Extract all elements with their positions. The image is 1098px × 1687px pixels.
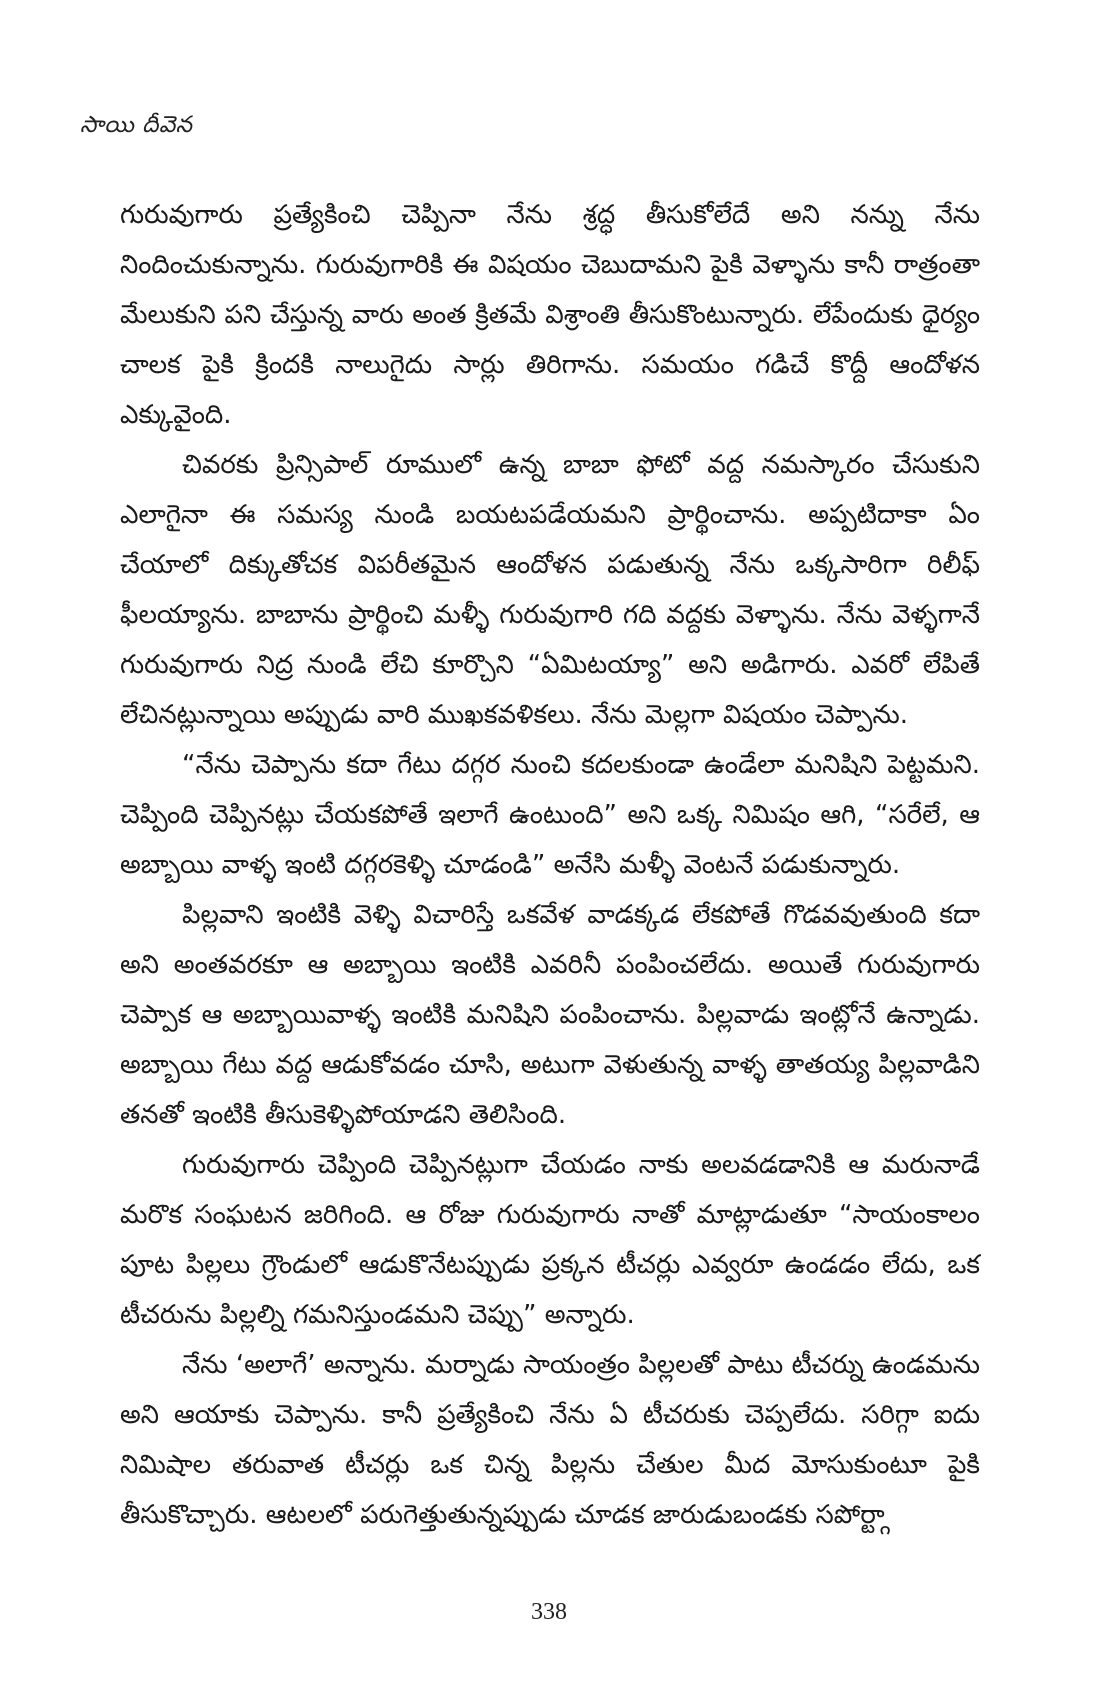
paragraph-1: గురువుగారు ప్రత్యేకించి చెప్పినా నేను శ్రద్ధ తీసుకోలేదే అని నన్ను నేను నిందించుకున్నాను. గురువుగారికి ఈ విషయం చెబుదామని పైకి వెళ్ళాను కానీ రాత్రంతా మేలుకుని పని చేస్తున్న వారు అంత క్రితమే విశ్రాంతి తీసుకొంటున్నారు. లేపేందుకు ధైర్యం చాలక పైకి క్రిందకి నాలుగైదు సార్లు తిరిగాను. సమయం గడిచే కొద్దీ ఆందోళన ఎక్కువైంది. xyxy=(120,200,980,430)
paragraph-4: పిల్లవాని ఇంటికి వెళ్ళి విచారిస్తే ఒకవేళ వాడక్కడ లేకపోతే గొడవవుతుంది కదా అని అంతవరకూ ఆ అబ్బాయి ఇంటికి ఎవరినీ పంపించలేదు. అయితే గురువుగారు చెప్పాక ఆ అబ్బాయివాళ్ళ ఇంటికి మనిషిని పంపించాను. పిల్లవాడు ఇంట్లోనే ఉన్నాడు. అబ్బాయి గేటు వద్ద ఆడుకోవడం చూసి, అటుగా వెళుతున్న వాళ్ళ తాతయ్య పిల్లవాడిని తనతో ఇంటికి తీసుకెళ్ళిపోయాడని తెలిసింది. xyxy=(120,900,980,1130)
body-text xyxy=(120,190,980,1540)
paragraph-2: చివరకు ప్రిన్సిపాల్ రూములో ఉన్న బాబా ఫోటో వద్ద నమస్కారం చేసుకుని ఎలాగైనా ఈ సమస్య నుండి బయటపడేయమని ప్రార్థించాను. అప్పటిదాకా ఏం చేయాలో దిక్కుతోచక విపరీతమైన ఆందోళన పడుతున్న నేను ఒక్కసారిగా రిలీఫ్ ఫీలయ్యాను. బాబాను ప్రార్థించి మళ్ళీ గురువుగారి గది వద్దకు వెళ్ళాను. నేను వెళ్ళగానే గురువుగారు నిద్ర నుండి లేచి కూర్చొని “ఏమిటయ్యా” అని అడిగారు. ఎవరో లేపితే లేచినట్లున్నాయి అప్పుడు వారి ముఖకవళికలు. నేను మెల్లగా విషయం చెప్పాను. xyxy=(120,450,980,730)
paragraph-6: నేను ‘అలాగే’ అన్నాను. మర్నాడు సాయంత్రం పిల్లలతో పాటు టీచర్ను ఉండమను అని ఆయాకు చెప్పాను. కానీ ప్రత్యేకించి నేను ఏ టీచరుకు చెప్పలేదు. సరిగ్గా ఐదు నిమిషాల తరువాత టీచర్లు ఒక చిన్న పిల్లను చేతుల మీద మోసుకుంటూ పైకి తీసుకొచ్చారు. ఆటలలో పరుగెత్తుతున్నప్పుడు చూడక జారుడుబండకు సపోర్ట్గా xyxy=(120,1350,980,1530)
paragraph-5: గురువుగారు చెప్పింది చెప్పినట్లుగా చేయడం నాకు అలవడడానికి ఆ మరునాడే మరొక సంఘటన జరిగింది. ఆ రోజు గురువుగారు నాతో మాట్లాడుతూ “సాయంకాలం పూట పిల్లలు గ్రౌండులో ఆడుకొనేటప్పుడు ప్రక్కన టీచర్లు ఎవ్వరూ ఉండడం లేదు, ఒక టీచరును పిల్లల్ని గమనిస్తుండమని చెప్పు” అన్నారు. xyxy=(120,1150,980,1330)
page-number: 338 xyxy=(531,1599,567,1625)
running-header-title: సాయి దీవెన xyxy=(80,112,193,138)
paragraph-3: “నేను చెప్పాను కదా గేటు దగ్గర నుంచి కదలకుండా ఉండేలా మనిషిని పెట్టమని. చెప్పింది చెప్పినట్లు చేయకపోతే ఇలాగే ఉంటుంది” అని ఒక్క నిమిషం ఆగి, “సరేలే, ఆ అబ్బాయి వాళ్ళ ఇంటి దగ్గరకెళ్ళి చూడండి” అనేసి మళ్ళీ వెంటనే పడుకున్నారు. xyxy=(120,750,980,880)
